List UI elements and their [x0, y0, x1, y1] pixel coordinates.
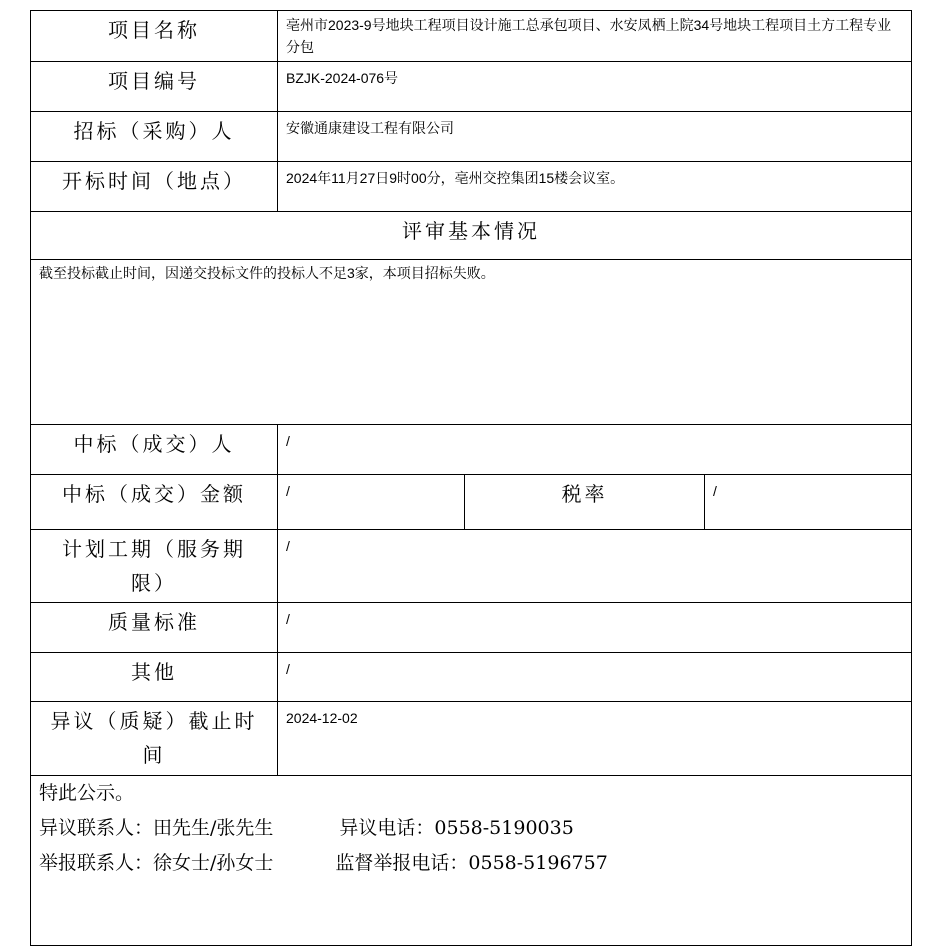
review-title: 评审基本情况 — [31, 212, 912, 260]
report-contact: 举报联系人：徐女士/孙女士 — [39, 852, 274, 874]
report-phone: 监督举报电话：0558-5196757 — [335, 852, 608, 874]
objection-contact: 异议联系人：田先生/张先生 — [39, 817, 274, 839]
amount-value: / — [278, 475, 465, 530]
row-tenderer — [31, 112, 912, 162]
project-name-value: 亳州市2023-9号地块工程项目设计施工总承包项目、水安凤栖上院34号地块工程项目土方工程专业分包 — [278, 11, 912, 62]
row-period — [31, 530, 912, 603]
period-value: / — [278, 530, 912, 603]
bid-result-table — [30, 10, 912, 946]
period-label: 计划工期（服务期限） — [31, 530, 278, 603]
winner-value: / — [278, 425, 912, 475]
project-name-label: 项目名称 — [31, 11, 278, 62]
review-content: 截至投标截止时间，因递交投标文件的投标人不足3家，本项目招标失败。 — [31, 260, 912, 425]
row-other — [31, 653, 912, 702]
row-project-name — [31, 11, 912, 62]
opening-label: 开标时间（地点） — [31, 162, 278, 212]
row-review-content — [31, 260, 912, 425]
other-value: / — [278, 653, 912, 702]
quality-value: / — [278, 603, 912, 653]
row-objection-deadline — [31, 702, 912, 776]
row-winner — [31, 425, 912, 475]
winner-label: 中标（成交）人 — [31, 425, 278, 475]
tenderer-value: 安徽通康建设工程有限公司 — [278, 112, 912, 162]
notice-statement: 特此公示。 — [39, 782, 135, 804]
objection-deadline-label: 异议（质疑）截止时间 — [31, 702, 278, 776]
row-project-code — [31, 62, 912, 112]
objection-phone: 异议电话：0558-5190035 — [339, 817, 574, 839]
row-notice — [31, 776, 912, 946]
amount-label: 中标（成交）金额 — [31, 475, 278, 530]
row-amount — [31, 475, 912, 530]
other-label: 其他 — [31, 653, 278, 702]
objection-deadline-value: 2024-12-02 — [278, 702, 912, 776]
row-review-title — [31, 212, 912, 260]
row-opening — [31, 162, 912, 212]
project-code-label: 项目编号 — [31, 62, 278, 112]
opening-value: 2024年11月27日9时00分，亳州交控集团15楼会议室。 — [278, 162, 912, 212]
report-contact-line — [39, 846, 903, 881]
tenderer-label: 招标（采购）人 — [31, 112, 278, 162]
notice-block — [31, 776, 912, 946]
quality-label: 质量标准 — [31, 603, 278, 653]
tax-label: 税率 — [465, 475, 705, 530]
row-quality — [31, 603, 912, 653]
objection-contact-line — [39, 811, 903, 846]
tax-value: / — [705, 475, 912, 530]
project-code-value: BZJK-2024-076号 — [278, 62, 912, 112]
